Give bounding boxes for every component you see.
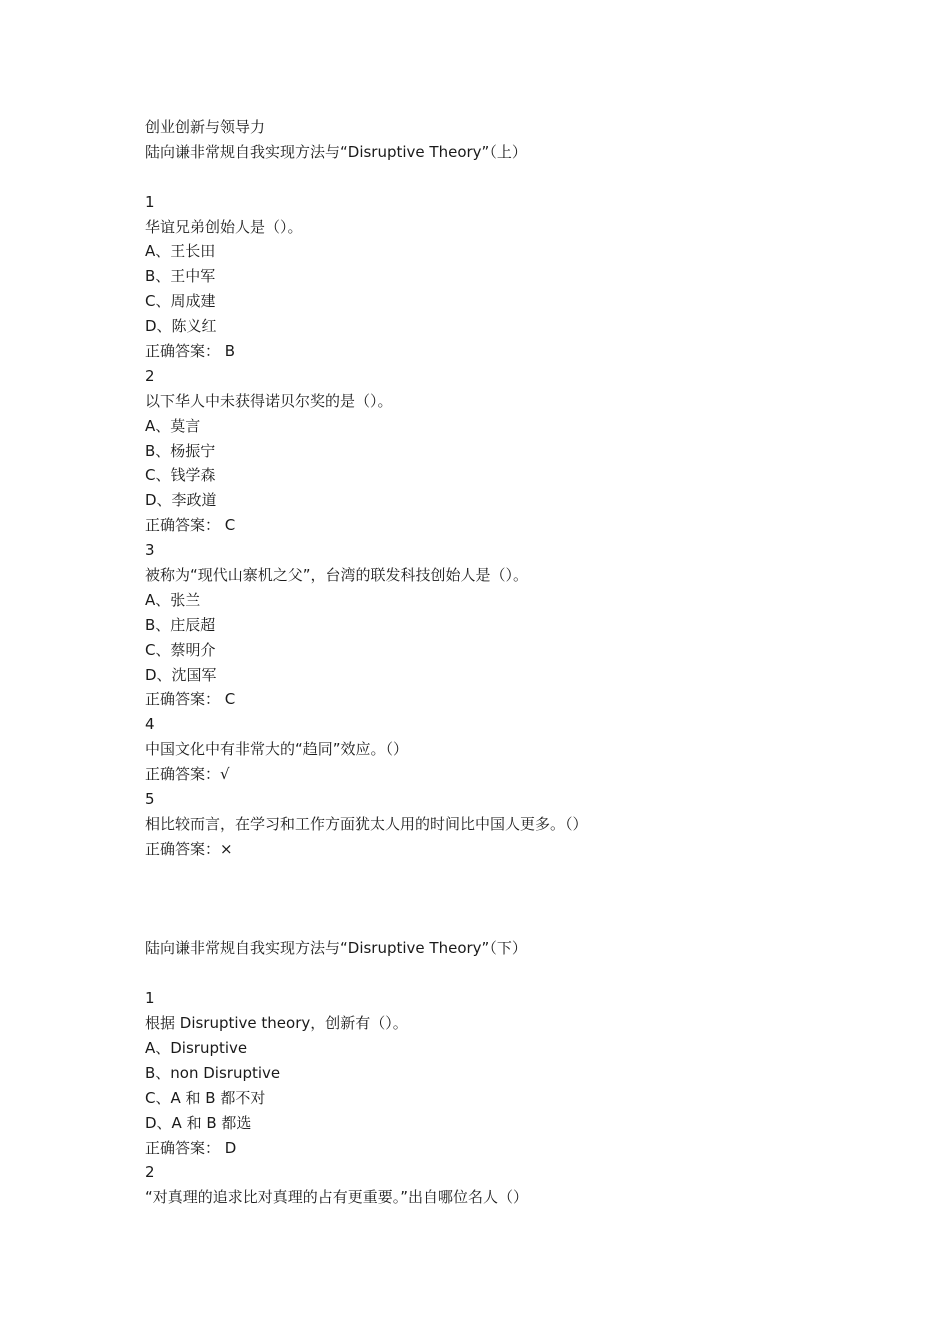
option-d: D、A 和 B 都选 [145, 1113, 252, 1132]
section-heading: 陆向谦非常规自我实现方法与“Disruptive Theory”（下） [145, 939, 527, 958]
question-text: 被称为“现代山寨机之父”，台湾的联发科技创始人是（）。 [145, 566, 529, 585]
spacer [145, 165, 865, 190]
section-spacer [145, 862, 865, 937]
option-c: C、蔡明介 [145, 640, 216, 659]
option-a: A、张兰 [145, 590, 201, 609]
option-a: A、莫言 [145, 416, 201, 435]
option-c: C、周成建 [145, 292, 216, 311]
question-number: 3 [145, 541, 155, 560]
section-heading: 陆向谦非常规自我实现方法与“Disruptive Theory”（上） [145, 142, 527, 161]
question-text: “对真理的追求比对真理的占有更重要。”出自哪位名人（） [145, 1188, 529, 1207]
option-d: D、李政道 [145, 491, 217, 510]
question-number: 4 [145, 715, 155, 734]
question-text: 相比较而言，在学习和工作方面犹太人用的时间比中国人更多。（） [145, 814, 588, 833]
question-number: 1 [145, 192, 155, 211]
question-number: 5 [145, 790, 155, 809]
option-c: C、钱学森 [145, 466, 216, 485]
correct-answer: 正确答案：× [145, 839, 233, 858]
option-d: D、沈国军 [145, 665, 217, 684]
question-text: 根据 Disruptive theory，创新有（）。 [145, 1014, 408, 1033]
correct-answer: 正确答案： C [145, 690, 236, 709]
question-number: 1 [145, 989, 155, 1008]
option-b: B、庄辰超 [145, 615, 216, 634]
doc-title: 创业创新与领导力 [145, 118, 266, 136]
question-text: 以下华人中未获得诺贝尔奖的是（）。 [145, 391, 393, 410]
question-number: 2 [145, 366, 155, 385]
option-c: C、A 和 B 都不对 [145, 1088, 266, 1107]
option-a: A、王长田 [145, 242, 216, 261]
correct-answer: 正确答案：√ [145, 765, 230, 784]
option-b: B、non Disruptive [145, 1063, 281, 1082]
question-text: 华谊兄弟创始人是（）。 [145, 217, 303, 236]
question-text: 中国文化中有非常大的“趋同”效应。（） [145, 740, 409, 759]
option-b: B、杨振宁 [145, 441, 216, 460]
option-d: D、陈义红 [145, 317, 217, 336]
correct-answer: 正确答案： D [145, 1138, 237, 1157]
spacer [145, 961, 865, 986]
question-number: 2 [145, 1163, 155, 1182]
option-a: A、Disruptive [145, 1038, 248, 1057]
correct-answer: 正确答案： B [145, 342, 236, 361]
correct-answer: 正确答案： C [145, 516, 236, 535]
document-page [145, 115, 865, 1210]
option-b: B、王中军 [145, 267, 216, 286]
